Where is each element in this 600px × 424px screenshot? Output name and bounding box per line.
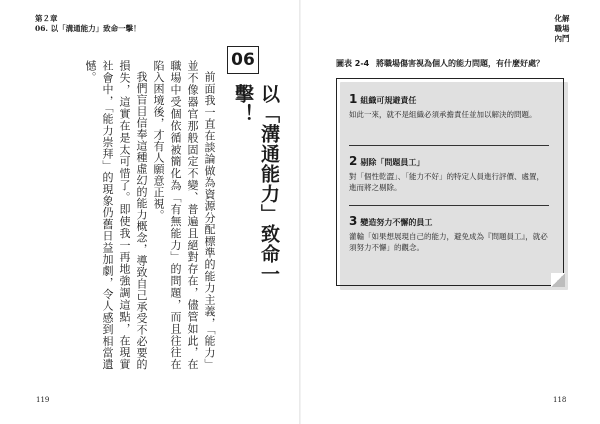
item-divider (349, 205, 549, 206)
right-page (300, 0, 600, 424)
figure-label: 圖表 2-4 (336, 59, 370, 68)
page-curl-corner (551, 273, 565, 287)
figure-caption-text: 將職場傷害視為個人的能力問題，有什麼好處？ (376, 59, 545, 68)
body-text (60, 60, 218, 370)
item-description: 灌輸「如果想展現自己的能力，避免成為『問題員工』，就必須努力不懈」的觀念。 (349, 232, 548, 252)
item-number: 2 (349, 154, 358, 168)
chapter-number: 06 (227, 46, 259, 74)
header-section: 06. 以「溝通能力」致命一擊！ (35, 24, 141, 33)
header-line-1: 化解 (554, 14, 570, 23)
figure-item (349, 93, 549, 120)
item-title: 變造努力不懈的員工 (360, 218, 433, 227)
item-number: 3 (349, 214, 358, 228)
page-number-right: 118 (553, 396, 567, 404)
item-divider (349, 145, 549, 146)
figure-caption (336, 58, 544, 69)
item-title: 組織可規避責任 (360, 96, 417, 105)
figure-box (336, 78, 564, 286)
body-paragraph-2: 我們盲目信奉這種虛幻的能力概念，導致自己承受不必要的損失，這實在是太可惜了。即使我一再地強調這點，在現實社會中，「能力崇拜」的現象仍舊日益加劇，令人感到相當遺憾。 (84, 60, 148, 370)
page-number-left: 119 (36, 396, 50, 404)
item-description: 如此一來，就不是組織必須承擔責任並加以解決的問題。 (349, 110, 537, 119)
body-paragraph-1: 前面我一直在談論做為資源分配標準的能力主義，「能力」並不像器官那般固定不變、普遍且絕對存在，儘管如此，在職場中受個依循被簡化為「有無能力」的問題，而且往往在陷入困境後，才有人願意正視。 (152, 60, 216, 370)
chapter-title: 以「溝通能力」致命一擊！ (232, 84, 280, 284)
running-header-right (551, 14, 573, 44)
header-line-2: 職場內鬥 (554, 24, 570, 43)
figure-item (349, 155, 549, 193)
item-description: 對「個性乾澀」、「能力不好」的特定人員進行評價、處置，進而將之剔除。 (349, 172, 544, 192)
item-title: 剔除「問題員工」 (360, 158, 425, 167)
item-number: 1 (349, 92, 358, 106)
running-header-left (35, 14, 141, 34)
figure-item (349, 215, 549, 253)
header-chapter: 第２章 (35, 14, 58, 23)
